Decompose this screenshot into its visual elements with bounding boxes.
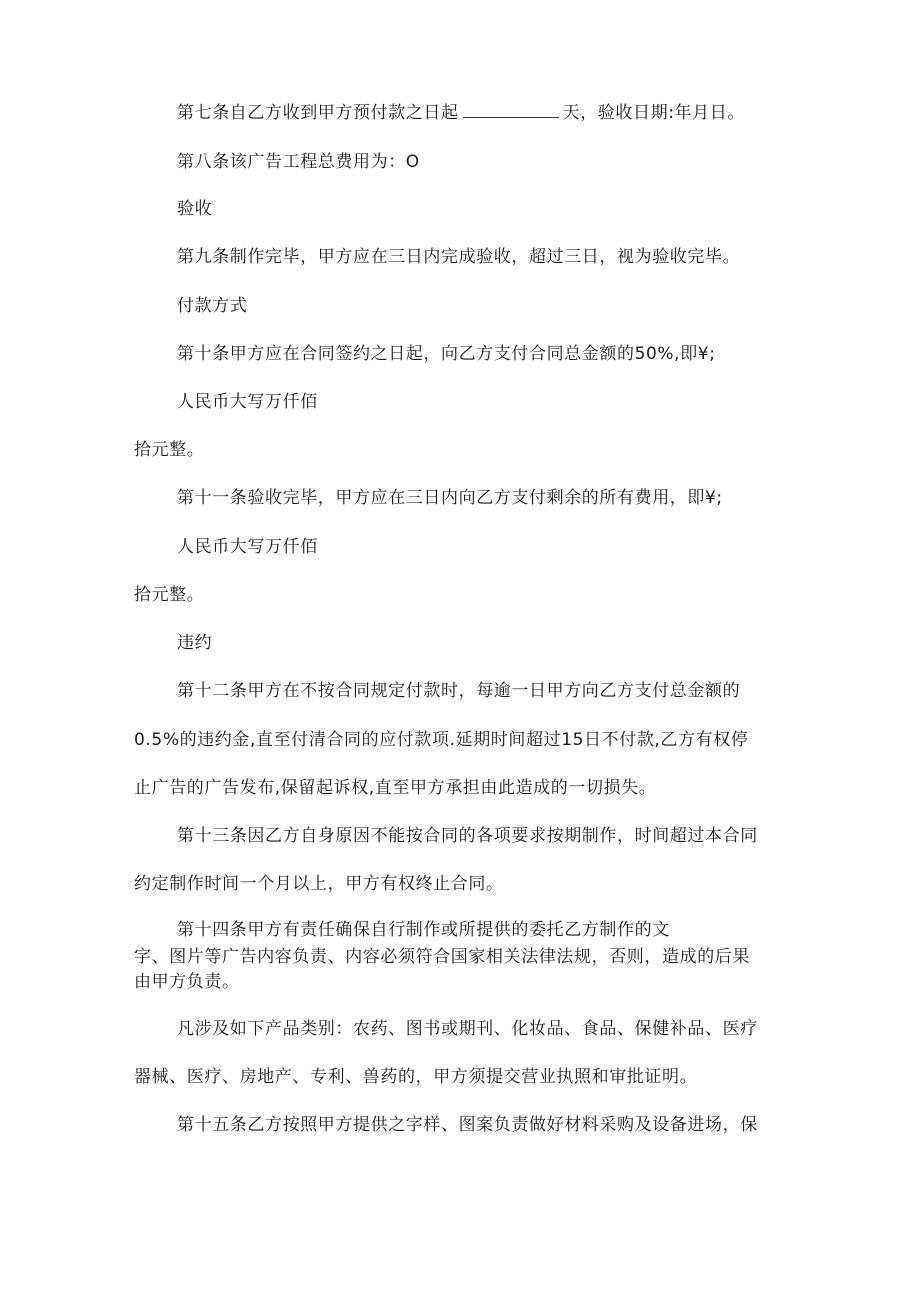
article-14-line-2: 字、图片等广告内容负责、内容必须符合国家相关法律法规，否则，造成的后果 — [134, 947, 750, 967]
article-10: 第十条甲方应在合同签约之日起，向乙方支付合同总金额的50%,即¥; — [177, 344, 716, 364]
days-blank — [463, 103, 559, 118]
article-7-suffix: 天，验收日期:年月日。 — [562, 103, 745, 123]
rmb-amount-1: 人民币大写万仟佰 — [177, 392, 318, 412]
article-11: 第十一条验收完毕，甲方应在三日内向乙方支付剩余的所有费用，即¥; — [177, 488, 723, 508]
article-14-line-1: 第十四条甲方有责任确保自行制作或所提供的委托乙方制作的文 — [177, 920, 670, 940]
article-12-line-2: 0.5%的违约金,直至付清合同的应付款项.延期时间超过15日不付款,乙方有权停 — [134, 730, 749, 750]
heading-acceptance: 验收 — [177, 199, 213, 219]
rmb-amount-2: 人民币大写万仟佰 — [177, 537, 318, 557]
article-14-line-3: 由甲方负责。 — [134, 972, 240, 992]
article-13-line-2: 约定制作时间一个月以上，甲方有权终止合同。 — [134, 874, 504, 894]
article-12-line-1: 第十二条甲方在不按合同规定付款时，每逾一日甲方向乙方支付总金额的 — [177, 681, 741, 701]
product-categories-line-2: 器械、医疗、房地产、专利、兽药的，甲方须提交营业执照和审批证明。 — [134, 1067, 698, 1087]
article-8: 第八条该广告工程总费用为：O — [177, 152, 420, 172]
rmb-amount-1-end: 拾元整。 — [134, 440, 205, 460]
rmb-amount-2-end: 拾元整。 — [134, 585, 205, 605]
article-7 — [177, 101, 745, 125]
heading-breach: 违约 — [177, 633, 213, 653]
article-7-prefix: 第七条自乙方收到甲方预付款之日起 — [177, 103, 459, 123]
article-12-line-3: 止广告的广告发布,保留起诉权,直至甲方承担由此造成的一切损失。 — [134, 778, 657, 798]
article-9: 第九条制作完毕，甲方应在三日内完成验收，超过三日，视为验收完毕。 — [177, 247, 741, 267]
article-13-line-1: 第十三条因乙方自身原因不能按合同的各项要求按期制作，时间超过本合同 — [177, 826, 758, 846]
heading-payment: 付款方式 — [177, 296, 248, 316]
article-15-line-1: 第十五条乙方按照甲方提供之字样、图案负责做好材料采购及设备进场，保 — [177, 1115, 758, 1135]
product-categories-line-1: 凡涉及如下产品类别：农药、图书或期刊、化妆品、食品、保健补品、医疗 — [177, 1019, 758, 1039]
